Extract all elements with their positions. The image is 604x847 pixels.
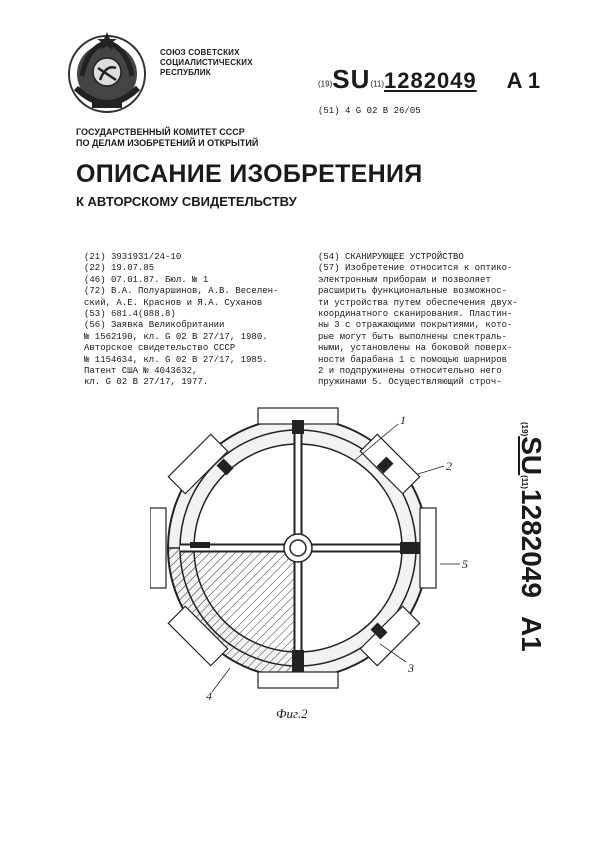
abstract-line: (57) Изобретение относится к оптико-: [318, 263, 513, 274]
country-code: SU: [332, 64, 371, 94]
callout-2: 2: [446, 459, 452, 473]
prefix-11: (11): [370, 79, 384, 89]
side-number: 1282049: [516, 488, 547, 598]
publication-number: [318, 64, 540, 95]
callout-4: 4: [206, 689, 212, 700]
abstract-line: рые могут быть выполнены спектраль-: [318, 331, 508, 342]
abstract-line: электронным приборам и позволяет: [318, 274, 491, 285]
prefix-19: (19): [318, 79, 333, 89]
biblio-line: № 1154634, кл. G 02 B 27/17, 1985.: [84, 354, 268, 365]
abstract-line: (54) СКАНИРУЮЩЕЕ УСТРОЙСТВО: [318, 252, 464, 262]
org-line: СОЦИАЛИСТИЧЕСКИХ: [160, 58, 253, 67]
kind-code: A 1: [506, 68, 541, 93]
callout-3: 3: [408, 661, 414, 675]
callout-1: 1: [400, 413, 406, 427]
org-line: РЕСПУБЛИК: [160, 68, 211, 77]
biblio-line: Авторское свидетельство СССР: [84, 343, 236, 354]
state-emblem-icon: [62, 28, 152, 116]
abstract-line: расширить функциональные возможнос-: [318, 286, 508, 297]
abstract-line: пружинами 5. Осуществляющий строч-: [318, 377, 502, 388]
side-publication-label: [516, 422, 568, 722]
side-country: SU: [516, 436, 547, 476]
side-kind: A1: [516, 615, 547, 652]
org-line: СОЮЗ СОВЕТСКИХ: [160, 48, 240, 57]
patent-number: 1282049: [384, 68, 477, 93]
side-prefix-11: (11): [520, 475, 529, 489]
committee-line: ПО ДЕЛАМ ИЗОБРЕТЕНИЙ И ОТКРЫТИЙ: [76, 138, 259, 148]
abstract-line: ти устройства путем обеспечения двух-: [318, 297, 518, 308]
ipc-classification: (51) 4 G 02 B 26/05: [318, 106, 421, 116]
abstract-line: 2 и подпружинены относительно него: [318, 366, 502, 377]
document-title: ОПИСАНИЕ ИЗОБРЕТЕНИЯ: [76, 160, 423, 188]
biblio-line: (72) В.А. Полуаршинов, А.В. Веселен-: [84, 286, 279, 297]
abstract-line: ности барабана 1 с помощью шарниров: [318, 354, 508, 365]
biblio-line: Патент США № 4043632,: [84, 366, 198, 377]
abstract-text: [318, 252, 528, 389]
bibliographic-data: [84, 252, 316, 389]
figure-caption: Фиг.2: [276, 706, 308, 721]
abstract-line: ными, установлены на боковой поверх-: [318, 343, 513, 354]
biblio-line: (53) 681.4(088.8): [84, 309, 176, 320]
biblio-line: (46) 07.01.87. Бюл. № 1: [84, 274, 209, 285]
abstract-line: координатного сканирования. Пластин-: [318, 309, 513, 320]
biblio-line: (21) 3931931/24-10: [84, 252, 182, 262]
committee-line: ГОСУДАРСТВЕННЫЙ КОМИТЕТ СССР: [76, 127, 245, 137]
biblio-line: ский, А.Е. Краснов и Я.А. Суханов: [84, 297, 263, 308]
document-subtitle: К АВТОРСКОМУ СВИДЕТЕЛЬСТВУ: [76, 194, 297, 209]
technical-drawing: [150, 400, 480, 700]
biblio-line: (22) 19.07.85: [84, 263, 155, 274]
side-prefix-19: (19): [520, 422, 529, 437]
callout-5: 5: [462, 557, 468, 571]
committee-block: [76, 127, 258, 149]
country-org-block: [160, 48, 253, 78]
biblio-line: № 1562190, кл. G 02 B 27/17, 1980.: [84, 331, 268, 342]
biblio-line: кл. G 02 B 27/17, 1977.: [84, 377, 209, 388]
biblio-line: (56) Заявка Великобритании: [84, 320, 225, 331]
abstract-line: ны 3 с отражающими покрытиями, кото-: [318, 320, 513, 331]
